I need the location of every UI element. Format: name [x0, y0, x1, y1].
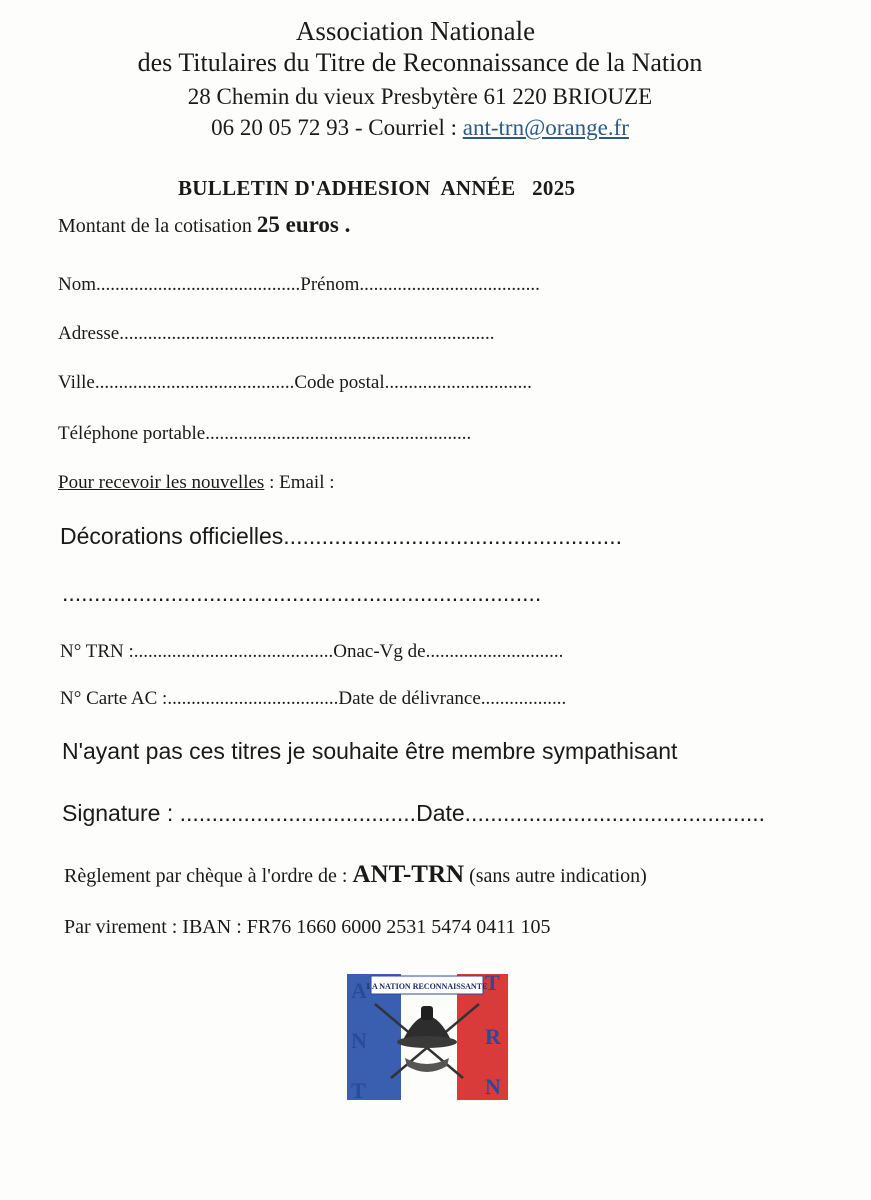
fee-line: [58, 212, 350, 238]
org-contact: [0, 115, 840, 141]
field-signature-row: [62, 800, 765, 827]
logo-letter: A: [351, 978, 367, 1003]
logo-letter: N: [351, 1028, 367, 1053]
decorations-label: Décorations officielles: [60, 523, 284, 549]
decorations-field[interactable]: .....................................................: [283, 523, 622, 549]
logo-letter: N: [485, 1074, 501, 1099]
telephone-label: Téléphone portable: [58, 423, 206, 444]
adresse-label: Adresse: [58, 323, 120, 344]
ville-label: Ville: [58, 372, 95, 393]
nom-field[interactable]: ...........................................: [96, 274, 301, 295]
news-label: Pour recevoir les nouvelles: [58, 472, 265, 493]
nom-label: Nom: [58, 274, 96, 295]
field-decorations-row: [60, 523, 622, 550]
carte-label: N° Carte AC :: [60, 688, 168, 709]
ant-trn-logo: [345, 970, 510, 1102]
logo-banner-text: LA NATION RECONNAISSANTE: [366, 982, 488, 991]
onac-label: Onac-Vg de: [333, 641, 426, 662]
field-trn-row: [60, 641, 563, 663]
phone-text: 06 20 05 72 93 - Courriel :: [211, 115, 463, 140]
trn-label: N° TRN :: [60, 641, 134, 662]
field-ville-row: [58, 372, 532, 394]
virement-line: Par virement : IBAN : FR76 1660 6000 2531 5474 0411 105: [64, 916, 551, 938]
field-email-row: [58, 472, 335, 494]
email-link[interactable]: ant-trn@orange.fr: [462, 115, 629, 140]
signature-field[interactable]: .....................................: [179, 800, 417, 826]
prenom-field[interactable]: ......................................: [359, 274, 540, 295]
logo-letter: T: [485, 970, 500, 995]
telephone-field[interactable]: ........................................................: [205, 423, 472, 444]
helmet-icon: [397, 1006, 457, 1048]
field-nom-row: [58, 274, 540, 296]
email-label: : Email :: [264, 472, 335, 493]
logo-letter: T: [351, 1078, 366, 1102]
date-label: Date: [416, 800, 465, 826]
code-postal-label: Code postal: [294, 372, 385, 393]
org-subtitle: des Titulaires du Titre de Reconnaissance de la Nation: [137, 48, 703, 77]
org-address: 28 Chemin du vieux Presbytère 61 220 BRIOUZE: [187, 84, 653, 109]
sympathisant-text: N'ayant pas ces titres je souhaite être membre sympathisant: [62, 738, 678, 764]
org-name: Association Nationale: [295, 16, 536, 46]
prenom-label: Prénom: [300, 274, 360, 295]
reglement-label: Règlement par chèque à l'ordre de :: [64, 865, 353, 887]
field-carte-row: [60, 688, 566, 710]
date-field[interactable]: ...............................................: [464, 800, 766, 826]
carte-field[interactable]: ....................................: [167, 688, 339, 709]
code-postal-field[interactable]: ...............................: [384, 372, 532, 393]
field-adresse-row: [58, 323, 494, 345]
reglement-line: [64, 861, 647, 889]
onac-field[interactable]: .............................: [425, 641, 564, 662]
decorations-field-line2[interactable]: ...........................................................................: [62, 580, 542, 606]
delivrance-field[interactable]: ..................: [480, 688, 567, 709]
form-title: BULLETIN D'ADHESION ANNÉE 2025: [178, 176, 576, 200]
delivrance-label: Date de délivrance: [338, 688, 481, 709]
fee-label: Montant de la cotisation: [58, 215, 257, 237]
field-telephone-row: [58, 423, 471, 445]
signature-label: Signature :: [62, 800, 180, 826]
logo-letter: R: [485, 1024, 501, 1049]
fee-amount: 25 euros .: [256, 212, 351, 237]
adresse-field[interactable]: ...............................................................................: [119, 323, 495, 344]
reglement-note: (sans autre indication): [464, 865, 647, 887]
reglement-name: ANT-TRN: [352, 861, 465, 888]
ville-field[interactable]: ..........................................: [94, 372, 295, 393]
trn-field[interactable]: ..........................................: [133, 641, 334, 662]
